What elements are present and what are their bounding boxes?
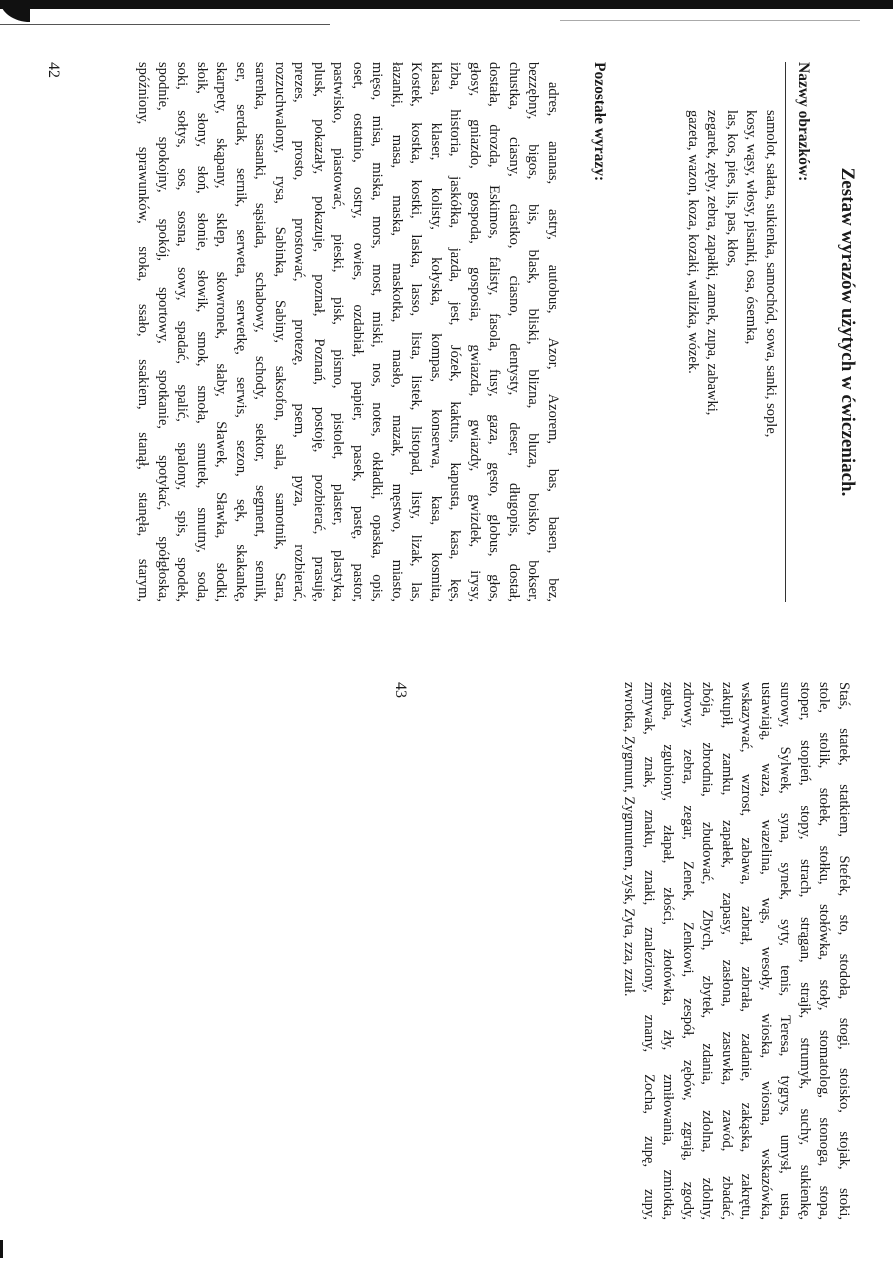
scan-edge-mark (0, 1240, 3, 1258)
text-line: zdrowy, zebra, zegar, Zenek, Zenkowi, zespół, zębów, zgrają, zgody, (680, 682, 696, 1220)
text-line: rozzuchwalony, rysa, Sabinka, Sabiny, saksofon, sala, samotnik, Sara, (272, 62, 288, 602)
list-item: gazeta, wazon, koza, kozaki, walizka, wózek. (685, 110, 701, 374)
text-line: Staś, statek, statkiem, Stefek, sto, stodoła, stogi, stoisko, stojak, stoki, (836, 682, 852, 1220)
page-title: Zestaw wyrazów użytych w ćwiczeniach. (837, 167, 858, 497)
text-line: prezes, prosto, prostować, protezę, psem, pyza, rozbierać, (291, 62, 308, 602)
scan-shadow-band (0, 0, 893, 9)
text-line: surowy, Sylwek, syna, synek, syty, tenis, Teresa, tygrys, umysł, usta, (777, 682, 794, 1220)
scan-line (560, 20, 860, 21)
page-number: 43 (392, 682, 409, 698)
text-line: klasa, klaser, kolisty, kołyska, kompas, konserwa, kasa, kosmita, (428, 62, 444, 602)
text-line: mięso, misa, miska, mors, most, miski, nos, notes, okładki, opaska, opis, (369, 62, 386, 602)
scan-shadow-corner (0, 0, 30, 22)
text-line: zguba, zgubiony, złapał, złości, złotówka, zły, zmiłowania, zmiotka, (660, 682, 677, 1220)
text-line: adres, ananas, astry, autobus, Azor, Azorem, bas, basen, bez, (545, 82, 561, 602)
text-line: skarpety, skąpany, sklep, skowronek, słaby, Sławek, Sławka, słodki, (213, 62, 230, 602)
other-words-text (133, 62, 562, 602)
text-line: stole, stolik, stołek, stołku, stołówka, stoły, stomatolog, stonoga, stopa, (816, 682, 833, 1220)
pictures-list (683, 110, 781, 610)
other-words-heading: Pozostałe wyrazy: (591, 62, 608, 182)
text-line: zwrotka, Zygmunt, Zygmuntem, zysk, Zyta, zza, zzuł. (621, 682, 638, 997)
text-line: słoik, słony, słoń, słonie, słowik, smok, smoła, smutek, smutny, soda, (194, 62, 210, 602)
list-item: kosy, wąsy, włosy, pisanki, osa, ósemka, (743, 110, 760, 345)
text-line: Kostek, kostka, kostki, laska, lasso, lista, listek, listopad, listy, lizak, las, (408, 62, 425, 602)
page-42 (45, 62, 858, 602)
scan-line (0, 24, 330, 25)
text-line: zakupił, zamku, zapałek, zapasy, zasłona, zasuwka, zawód, zbadać, (719, 682, 735, 1220)
text-line: zmywak, znak, znaku, znaki, znaleziony, znany, Zocha, zupę, zupy, (641, 682, 657, 1220)
text-line: zbója, zbrodnia, zbudować, Zbych, zbytek, zdania, zdolna, zdolny, (699, 682, 716, 1220)
page-43 (53, 682, 853, 1220)
text-line: pastwisko, piastować, pieski, pisk, pismo, pistolet, plaster, plastyka, (330, 62, 347, 602)
text-line: stoper, stopień, stopy, strach, strągan, strajk, strumyk, suchy, sukienkę, (797, 682, 813, 1220)
text-line: oset, ostatnio, ostry, owies, ozdabiał, papier, pasek, pastę, pastor, (350, 62, 366, 602)
scan-edge-artifact (0, 0, 893, 34)
text-line: bezzębny, bigos, bis, blask, bliski, blizna, bluza, boisko, bokser, (525, 62, 542, 602)
list-item: samolot, sałata, sukienka, samochód, sowa, sanki, sople, (763, 110, 779, 438)
list-item: zegarek, zęby, zebra, zapałki, zamek, zupa, zabawki, (704, 110, 721, 416)
text-line: ustawiają, waza, wazelina, wąs, wesoły, wioska, wiosna, wskazówka, (758, 682, 774, 1220)
text-line: ser, serdak, sernik, serweta, serwetkę, serwis, sezon, sęk, skakankę, (233, 62, 249, 602)
text-line: dostała, drozda, Eskimos, falisty, fasola, fusy, gaza, gęsto, globus, głos, (486, 62, 503, 602)
text-line: sarenka, sasanki, sąsiada, schabowy, schody, sektor, segment, sennik, (252, 62, 269, 602)
pictures-heading: Nazwy obrazków: (795, 62, 812, 182)
text-line: chustka, ciasny, ciastko, ciasno, dentysty, deser, długopis, dostał, (506, 62, 522, 602)
text-line: łazanki, masa, maska, maskotka, masło, mazak, męstwo, miasto, (389, 62, 405, 602)
list-item: las, kos, pies, lis, pas, kłos, (724, 110, 740, 267)
text-line: soki, sołtys, sos, sosna, sowy, spadać, spalić, spalony, spis, spodek, (174, 62, 191, 602)
text-line: spóźniony, sprawunków, sroka, ssało, ssakiem, stanął, stanęła, starym, (135, 62, 152, 602)
text-line: izba, historia, jaskółka, jazda, jest, Józek, kaktus, kapusta, kasa, kęs, (447, 62, 464, 602)
word-list-continued (619, 682, 853, 1220)
text-line: plusk, pokazały, pokazuje, poznał, Poznań, postoję, pozbierać, prasuję, (311, 62, 327, 602)
text-line: głosy, gniazdo, gospoda, gosposia, gwiazda, gwiazdy, gwizdek, irysy, (467, 62, 483, 602)
page-number: 42 (45, 62, 62, 78)
text-line: spodnie, spokojny, spokój, sportowy, spotkanie, spotykać, spółgłoska, (155, 62, 171, 602)
heading-rule (785, 62, 786, 602)
text-line: wskazywać, wzrost, zabawa, zabrał, zabrała, zadanie, zakąska, zakrętu, (738, 682, 755, 1220)
